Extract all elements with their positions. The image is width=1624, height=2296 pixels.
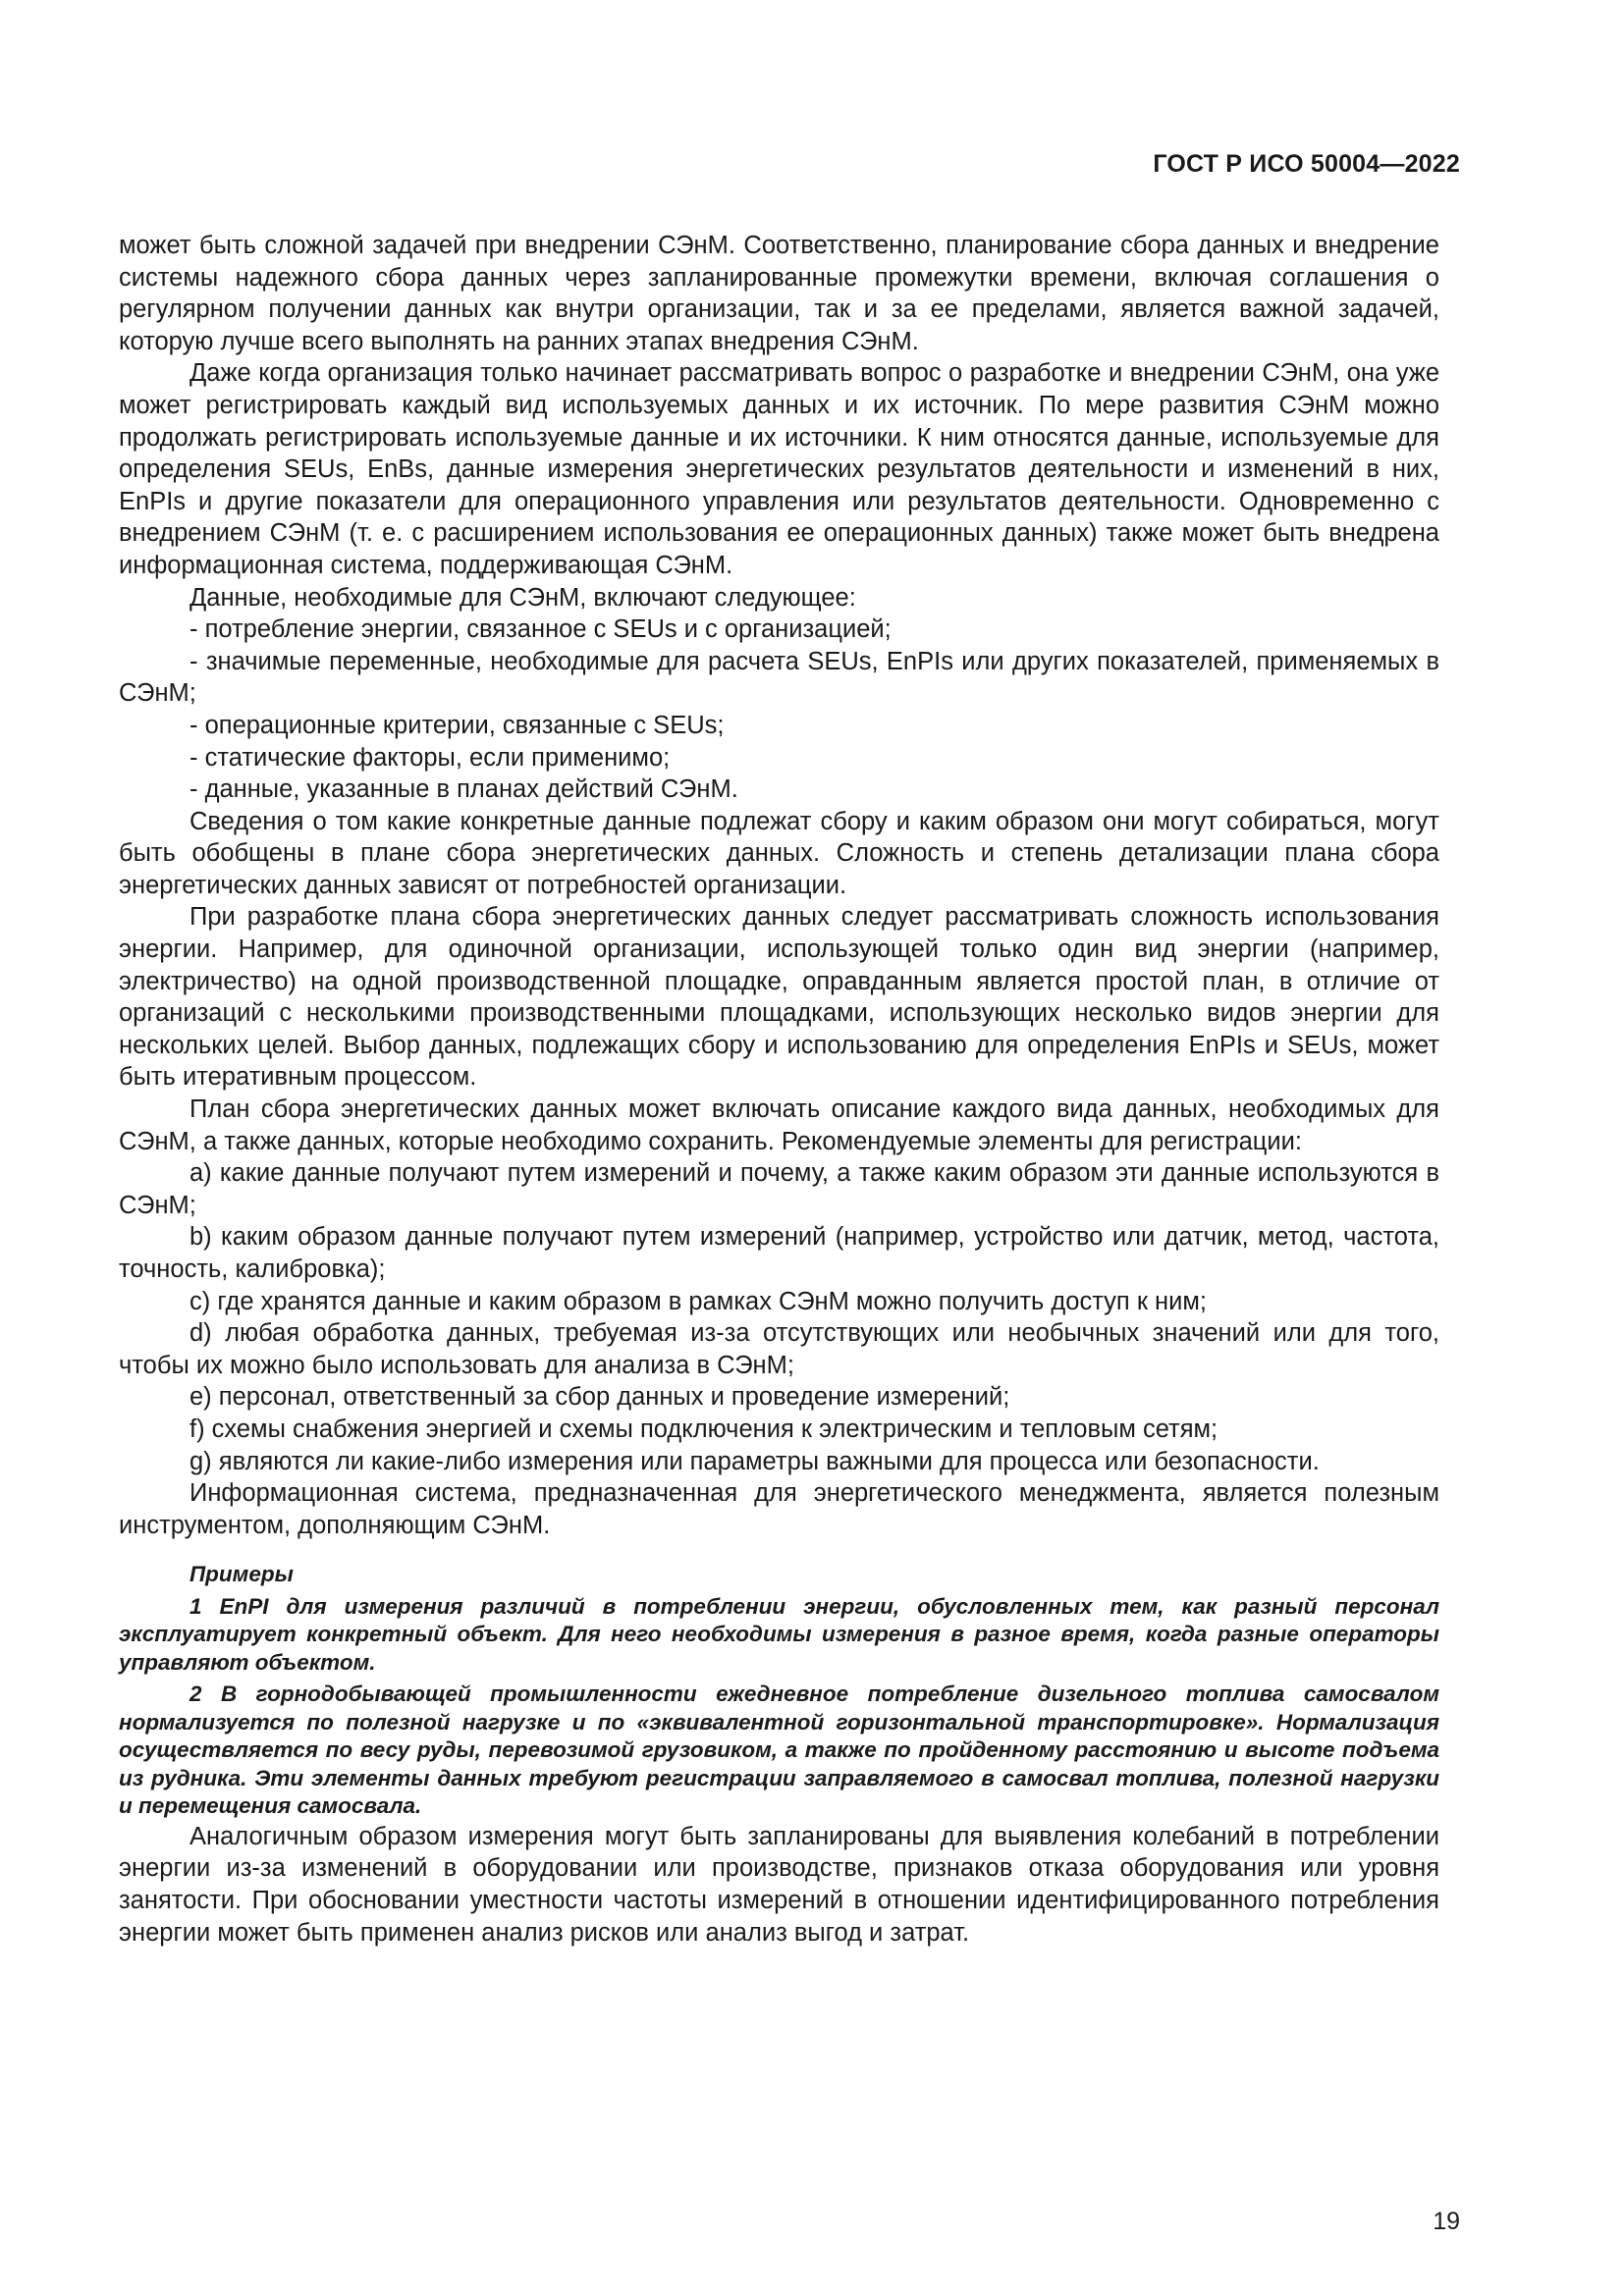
paragraph: Сведения о том какие конкретные данные подлежат сбору и каким образом они могут собираться, могут быть обобщены в плане сбора энергетических данных. Сложность и степень детализации плана сбора энергетических данных зависят от потребностей организации. [119,807,1439,899]
document-header: ГОСТ Р ИСО 50004—2022 [1153,150,1460,178]
example-item: 2 В горнодобывающей промышленности ежедневное потребление дизельного топлива самосвалом нормализуется по полезной нагрузке и по «эквивалентной горизонтальной транспортировке». Нормализация осуществляется по весу руды, перевозимой грузовиком, а также по пройденному расстоянию и высоте подъема из рудника. Эти элементы данных требуют регистрации заправляемого в самосвал топлива, полезной нагрузки и перемещения самосвала. [119,1682,1439,1819]
paragraph: Информационная система, предназначенная для энергетического менеджмента, является полезным инструментом, дополняющим СЭнМ. [119,1479,1439,1539]
list-item: c) где хранятся данные и каким образом в рамках СЭнМ можно получить доступ к ним; [189,1287,1207,1315]
list-item: d) любая обработка данных, требуемая из-за отсутствующих или необычных значений или для того, чтобы их можно было использовать для анализа в СЭнМ; [119,1319,1439,1379]
examples-title: Примеры [189,1562,294,1587]
paragraph: План сбора энергетических данных может включать описание каждого вида данных, необходимых для СЭнМ, а также данных, которые необходимо сохранить. Рекомендуемые элементы для регистрации: [119,1095,1439,1155]
list-item: - значимые переменные, необходимые для расчета SEUs, EnPIs или других показателей, применяемых в СЭнМ; [119,647,1439,708]
list-item: - операционные критерии, связанные с SEUs; [189,711,725,739]
paragraph: При разработке плана сбора энергетических данных следует рассматривать сложность использования энергии. Например, для одиночной организации, использующей только один вид энергии (например, электричество) на одной производственной площадке, оправданным является простой план, в отличие от организаций с несколькими производственными площадками, использующих несколько видов энергии для нескольких целей. Выбор данных, подлежащих сбору и использованию для определения EnPIs и SEUs, может быть итеративным процессом. [119,903,1439,1092]
list-item: - статические факторы, если применимо; [189,743,671,772]
examples-block [119,1561,1439,1821]
list-item: a) какие данные получают путем измерений и почему, а также каким образом эти данные используются в СЭнМ; [119,1159,1439,1219]
list-item: g) являются ли какие-либо измерения или параметры важными для процесса или безопасности. [189,1447,1320,1475]
list-item: - потребление энергии, связанное с SEUs и с организацией; [189,615,892,644]
list-item: b) каким образом данные получают путем измерений (например, устройство или датчик, метод, частота, точность, калибровка); [119,1223,1439,1283]
paragraph: может быть сложной задачей при внедрении СЭнМ. Соответственно, планирование сбора данных и внедрение системы надежного сбора данных через запланированные промежутки времени, включая соглашения о регулярном получении данных как внутри организации, так и за ее пределами, является важной задачей, которую лучше всего выполнять на ранних этапах внедрения СЭнМ. [119,232,1439,355]
paragraph: Аналогичным образом измерения могут быть запланированы для выявления колебаний в потреблении энергии из-за изменений в оборудовании или производстве, признаков отказа оборудования или уровня занятости. При обосновании уместности частоты измерений в отношении идентифицированного потребления энергии может быть применен анализ рисков или анализ выгод и затрат. [119,1822,1439,1947]
list-item: - данные, указанные в планах действий СЭнМ. [189,775,738,804]
example-item: 1 EnPI для измерения различий в потреблении энергии, обусловленных тем, как разный персонал эксплуатирует конкретный объект. Для него необходимы измерения в разное время, когда разные операторы управляют объектом. [119,1593,1439,1675]
paragraph: Данные, необходимые для СЭнМ, включают следующее: [189,583,856,612]
list-item: e) персонал, ответственный за сбор данных и проведение измерений; [189,1383,1010,1412]
list-item: f) схемы снабжения энергией и схемы подключения к электрическим и тепловым сетям; [189,1415,1218,1443]
body-text [119,230,1439,1949]
page-number: 19 [1433,2208,1460,2235]
paragraph: Даже когда организация только начинает рассматривать вопрос о разработке и внедрении СЭнМ, она уже может регистрировать каждый вид используемых данных и их источник. По мере развития СЭнМ можно продолжать регистрировать используемые данные и их источники. К ним относятся данные, используемые для определения SEUs, EnBs, данные измерения энергетических результатов деятельности и изменений в них, EnPIs и другие показатели для операционного управления или результатов деятельности. Одновременно с внедрением СЭнМ (т. е. с расширением использования ее операционных данных) также может быть внедрена информационная система, поддерживающая СЭнМ. [119,359,1439,579]
